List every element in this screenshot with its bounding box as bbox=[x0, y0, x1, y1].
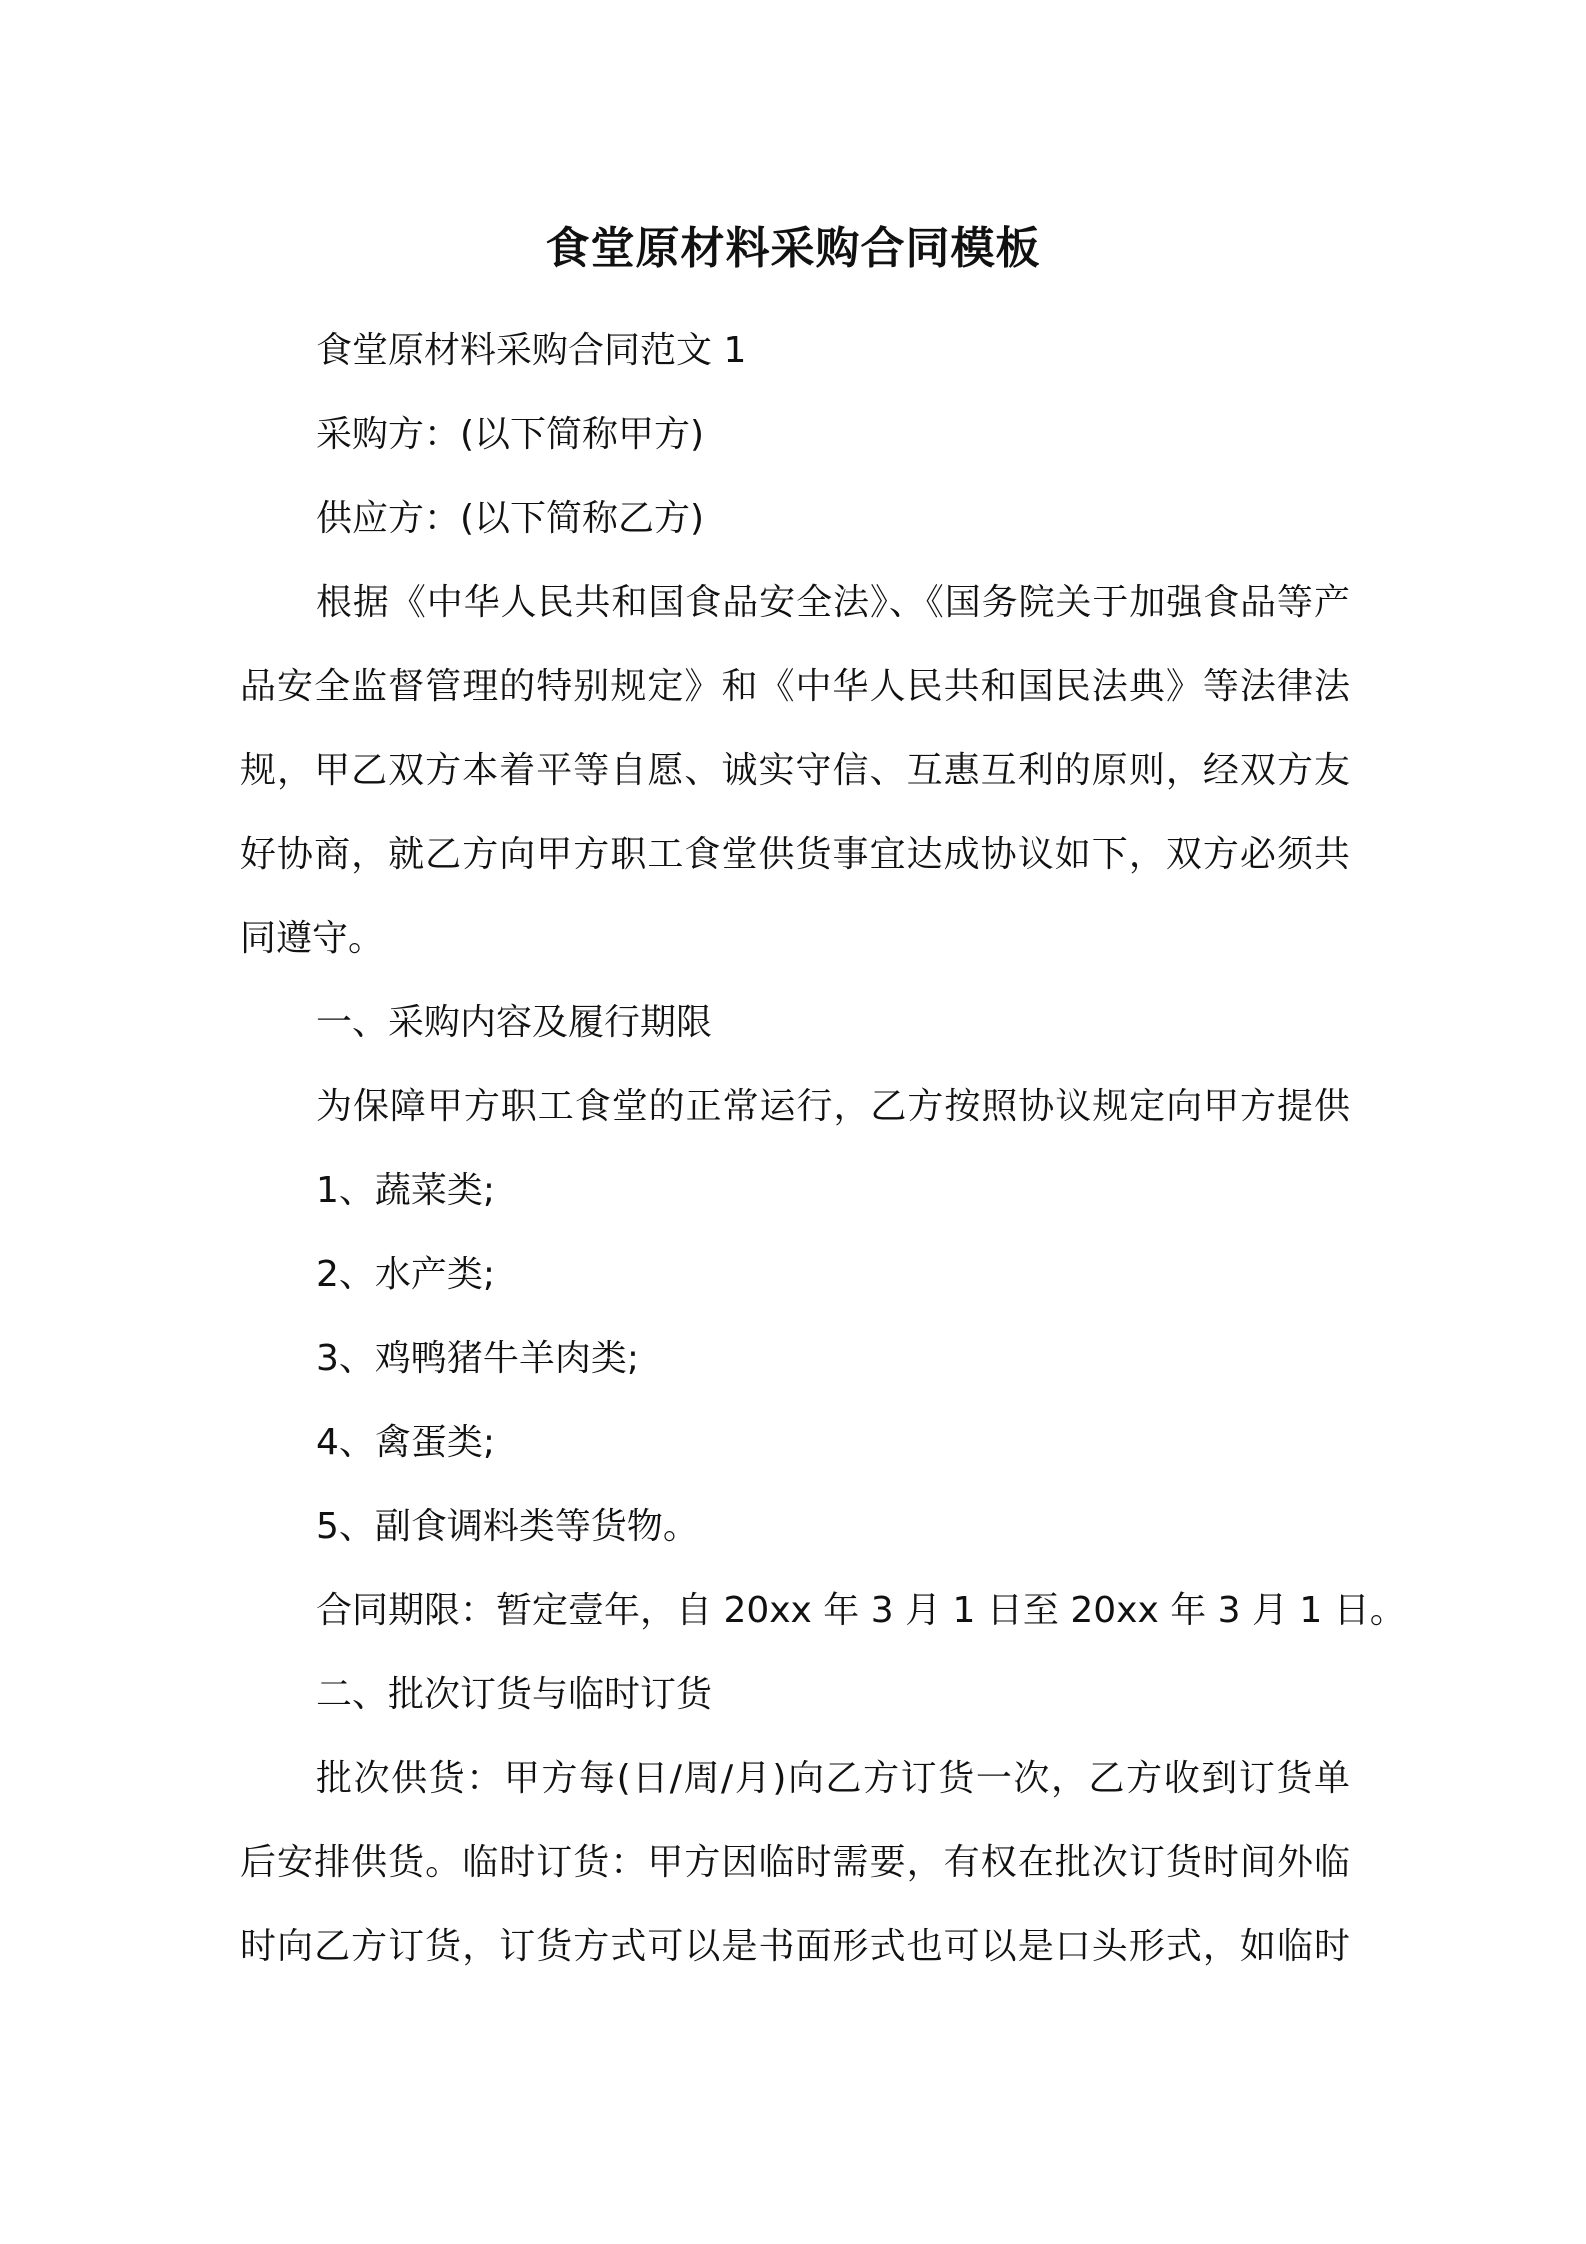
paragraph-line: 同遵守。 bbox=[240, 918, 385, 959]
paragraph-line: 规，甲乙双方本着平等自愿、诚实守信、互惠互利的原则，经双方友 bbox=[240, 750, 1350, 791]
paragraph-line: 为保障甲方职工食堂的正常运行，乙方按照协议规定向甲方提供 bbox=[316, 1086, 1350, 1127]
paragraph-line: 时向乙方订货，订货方式可以是书面形式也可以是口头形式，如临时 bbox=[240, 1926, 1350, 1967]
list-item: 5、副食调料类等货物。 bbox=[316, 1506, 699, 1547]
supplier-line: 供应方：(以下简称乙方) bbox=[316, 498, 705, 539]
section-heading: 一、采购内容及履行期限 bbox=[316, 1002, 713, 1043]
contract-term-line: 合同期限：暂定壹年，自 20xx 年 3 月 1 日至 20xx 年 3 月 1 日。 bbox=[316, 1590, 1406, 1631]
paragraph-line: 后安排供货。临时订货：甲方因临时需要，有权在批次订货时间外临 bbox=[240, 1842, 1350, 1883]
document-title: 食堂原材料采购合同模板 bbox=[545, 223, 1041, 274]
list-item: 1、蔬菜类; bbox=[316, 1170, 496, 1211]
section-heading: 二、批次订货与临时订货 bbox=[316, 1674, 713, 1715]
list-item: 2、水产类; bbox=[316, 1254, 496, 1295]
paragraph-line: 根据《中华人民共和国食品安全法》、《国务院关于加强食品等产 bbox=[316, 582, 1350, 623]
buyer-line: 采购方：(以下简称甲方) bbox=[316, 414, 705, 455]
list-item: 3、鸡鸭猪牛羊肉类; bbox=[316, 1338, 640, 1379]
subtitle-line: 食堂原材料采购合同范文 1 bbox=[316, 330, 747, 371]
paragraph-line: 品安全监督管理的特别规定》和《中华人民共和国民法典》等法律法 bbox=[240, 666, 1350, 707]
paragraph-line: 好协商，就乙方向甲方职工食堂供货事宜达成协议如下，双方必须共 bbox=[240, 834, 1350, 875]
paragraph-line: 批次供货：甲方每(日/周/月)向乙方订货一次，乙方收到订货单 bbox=[316, 1758, 1350, 1799]
list-item: 4、禽蛋类; bbox=[316, 1422, 496, 1463]
